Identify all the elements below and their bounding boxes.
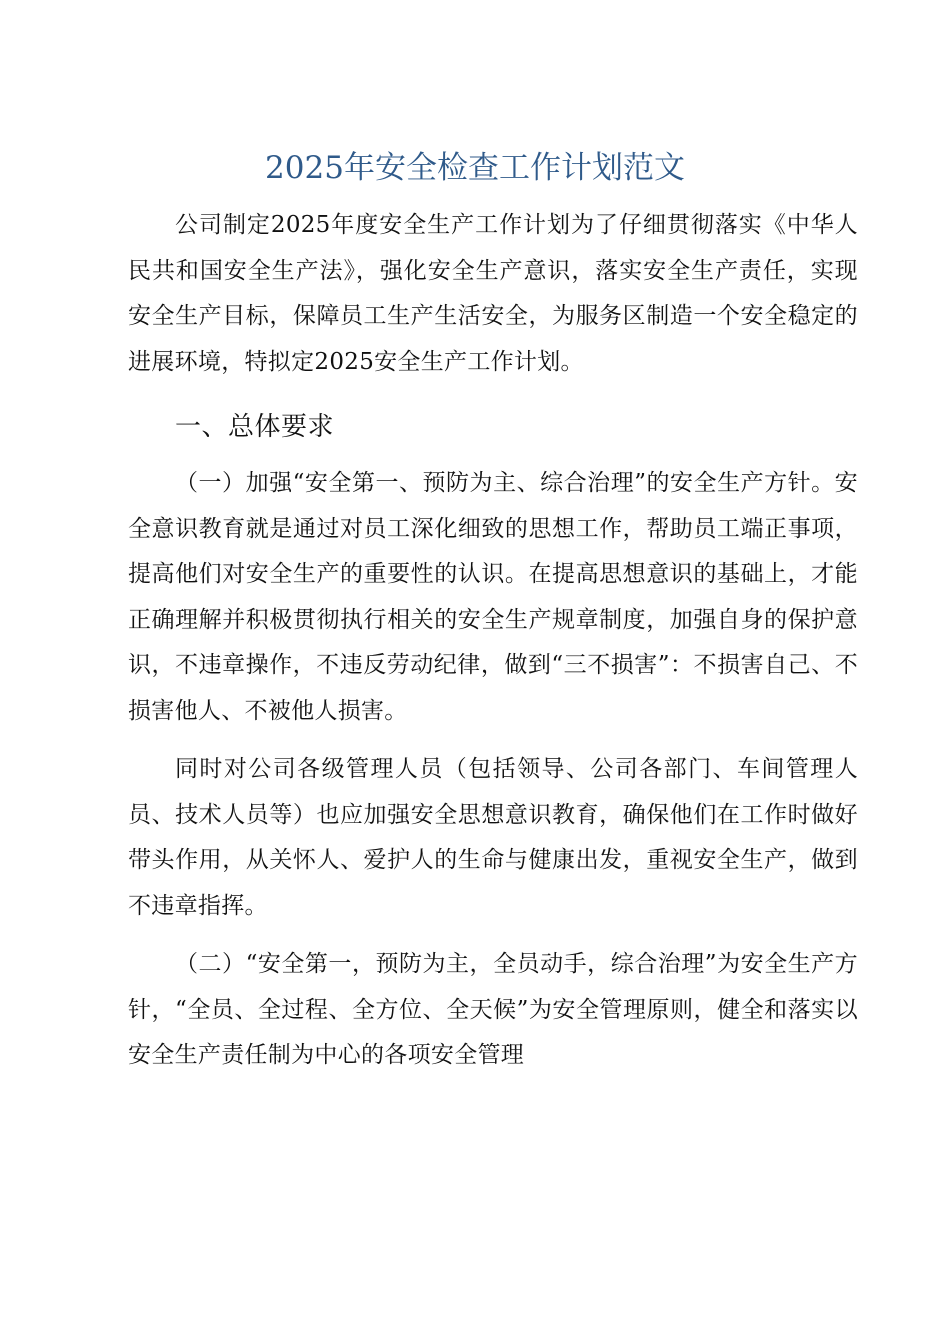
document-title: 2025年安全检查工作计划范文 — [265, 150, 685, 186]
section1-item1-continuation-paragraph: 同时对公司各级管理人员（包括领导、公司各部门、车间管理人员、技术人员等）也应加强安全思想意识教育，确保他们在工作时做好带头作用，从关怀人、爱护人的生命与健康出发，重视安全生产，做到不违章指挥。 — [128, 756, 858, 919]
section-heading-general-requirements: 一、总体要求 — [175, 412, 335, 442]
section1-item2-paragraph: （二）“安全第一，预防为主，全员动手，综合治理”为安全生产方针，“全员、全过程、全方位、全天候”为安全管理原则，健全和落实以安全生产责任制为中心的各项安全管理 — [128, 951, 858, 1068]
document-body — [128, 203, 858, 1079]
intro-paragraph: 公司制定2025年度安全生产工作计划为了仔细贯彻落实《中华人民共和国安全生产法》，强化安全生产意识，落实安全生产责任，实现安全生产目标，保障员工生产生活安全，为服务区制造一个安全稳定的进展环境，特拟定2025安全生产工作计划。 — [128, 212, 858, 375]
section1-item1-paragraph: （一）加强“安全第一、预防为主、综合治理”的安全生产方针。安全意识教育就是通过对员工深化细致的思想工作，帮助员工端正事项，提高他们对安全生产的重要性的认识。在提高思想意识的基础上，才能正确理解并积极贯彻执行相关的安全生产规章制度，加强自身的保护意识，不违章操作，不违反劳动纪律，做到“三不损害”：不损害自己、不损害他人、不被他人损害。 — [128, 470, 858, 724]
